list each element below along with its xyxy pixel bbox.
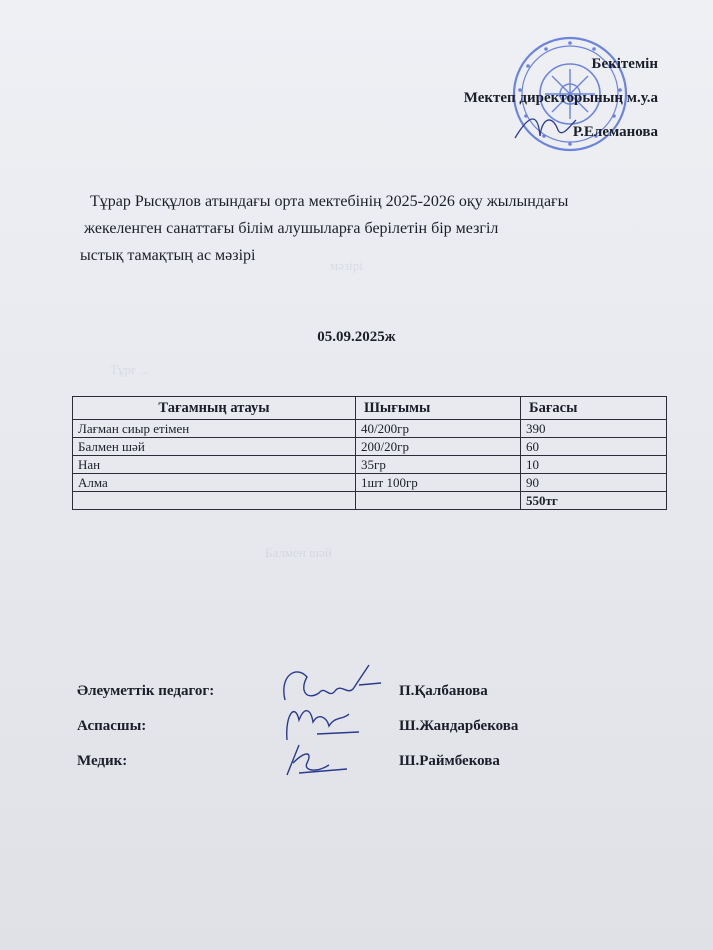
signature-name: П.Қалбанова	[399, 683, 488, 699]
table-row	[73, 420, 667, 438]
signature-name: Ш.Жандарбекова	[399, 718, 519, 734]
dish-price: 390	[521, 420, 667, 438]
title-line-2: жекеленген санаттағы білім алушыларға берілетін бір мезгіл	[84, 220, 499, 237]
dish-name: Алма	[73, 474, 356, 492]
title-line-3: ыстық тамақтың ас мәзірі	[80, 247, 256, 264]
dish-yield: 200/20гр	[356, 438, 521, 456]
header-yield: Шығымы	[356, 397, 521, 420]
total-price: 550тг	[521, 492, 667, 510]
signature-role: Аспасшы:	[77, 718, 147, 734]
header-dish-name: Тағамның атауы	[73, 397, 356, 420]
title-line-1: Тұрар Рысқұлов атындағы орта мектебінің 2025-2026 оқу жылындағы	[90, 193, 569, 210]
document-page: мәзірі Тұрғ ... Балмен шәй Бекітемін Мектеп директорының м.у.а Р.Елеманова Тұрар Рысқұлов атындағы орта мектебінің 2025-2026 оқу жылындағы жекеленген санаттағы білім алушыларға берілетін бір мезгіл ыстық тамақтың ас мәзірі 05.09.2025ж Тағамның атауы Шығымы Бағасы Лағман сиыр етімен 40/200гр 390 Балмен шәй 200/20гр 60 Нан 35гр 10 Алма 1шт 100гр 90 550тг Әлеуметтік педагог: П.Қалбанова Аспасшы: Ш.Жандарбекова Медик: Ш.Раймбекова	[0, 0, 713, 950]
signature-role: Әлеуметтік педагог:	[77, 683, 215, 699]
dish-name: Нан	[73, 456, 356, 474]
dish-name: Лағман сиыр етімен	[73, 420, 356, 438]
table-row	[73, 438, 667, 456]
dish-yield: 40/200гр	[356, 420, 521, 438]
dish-price: 90	[521, 474, 667, 492]
signature-row	[77, 753, 637, 788]
dish-price: 10	[521, 456, 667, 474]
approval-block	[464, 47, 658, 149]
menu-date: 05.09.2025ж	[317, 329, 396, 345]
handwritten-signature	[277, 725, 367, 785]
document-title	[80, 188, 640, 269]
dish-yield: 1шт 100гр	[356, 474, 521, 492]
total-empty-cell	[356, 492, 521, 510]
menu-table	[72, 396, 667, 510]
table-header-row	[73, 397, 667, 420]
table-row	[73, 474, 667, 492]
signatures-block	[77, 683, 637, 788]
header-price: Бағасы	[521, 397, 667, 420]
signature-role: Медик:	[77, 753, 128, 769]
signature-name: Ш.Раймбекова	[399, 753, 500, 769]
total-empty-cell	[73, 492, 356, 510]
table-total-row	[73, 492, 667, 510]
table-row	[73, 456, 667, 474]
dish-price: 60	[521, 438, 667, 456]
approval-position: Мектеп директорының м.у.а	[463, 90, 658, 106]
approval-heading: Бекітемін	[591, 56, 658, 72]
approval-name: Р.Елеманова	[572, 124, 658, 140]
dish-yield: 35гр	[356, 456, 521, 474]
dish-name: Балмен шәй	[73, 438, 356, 456]
